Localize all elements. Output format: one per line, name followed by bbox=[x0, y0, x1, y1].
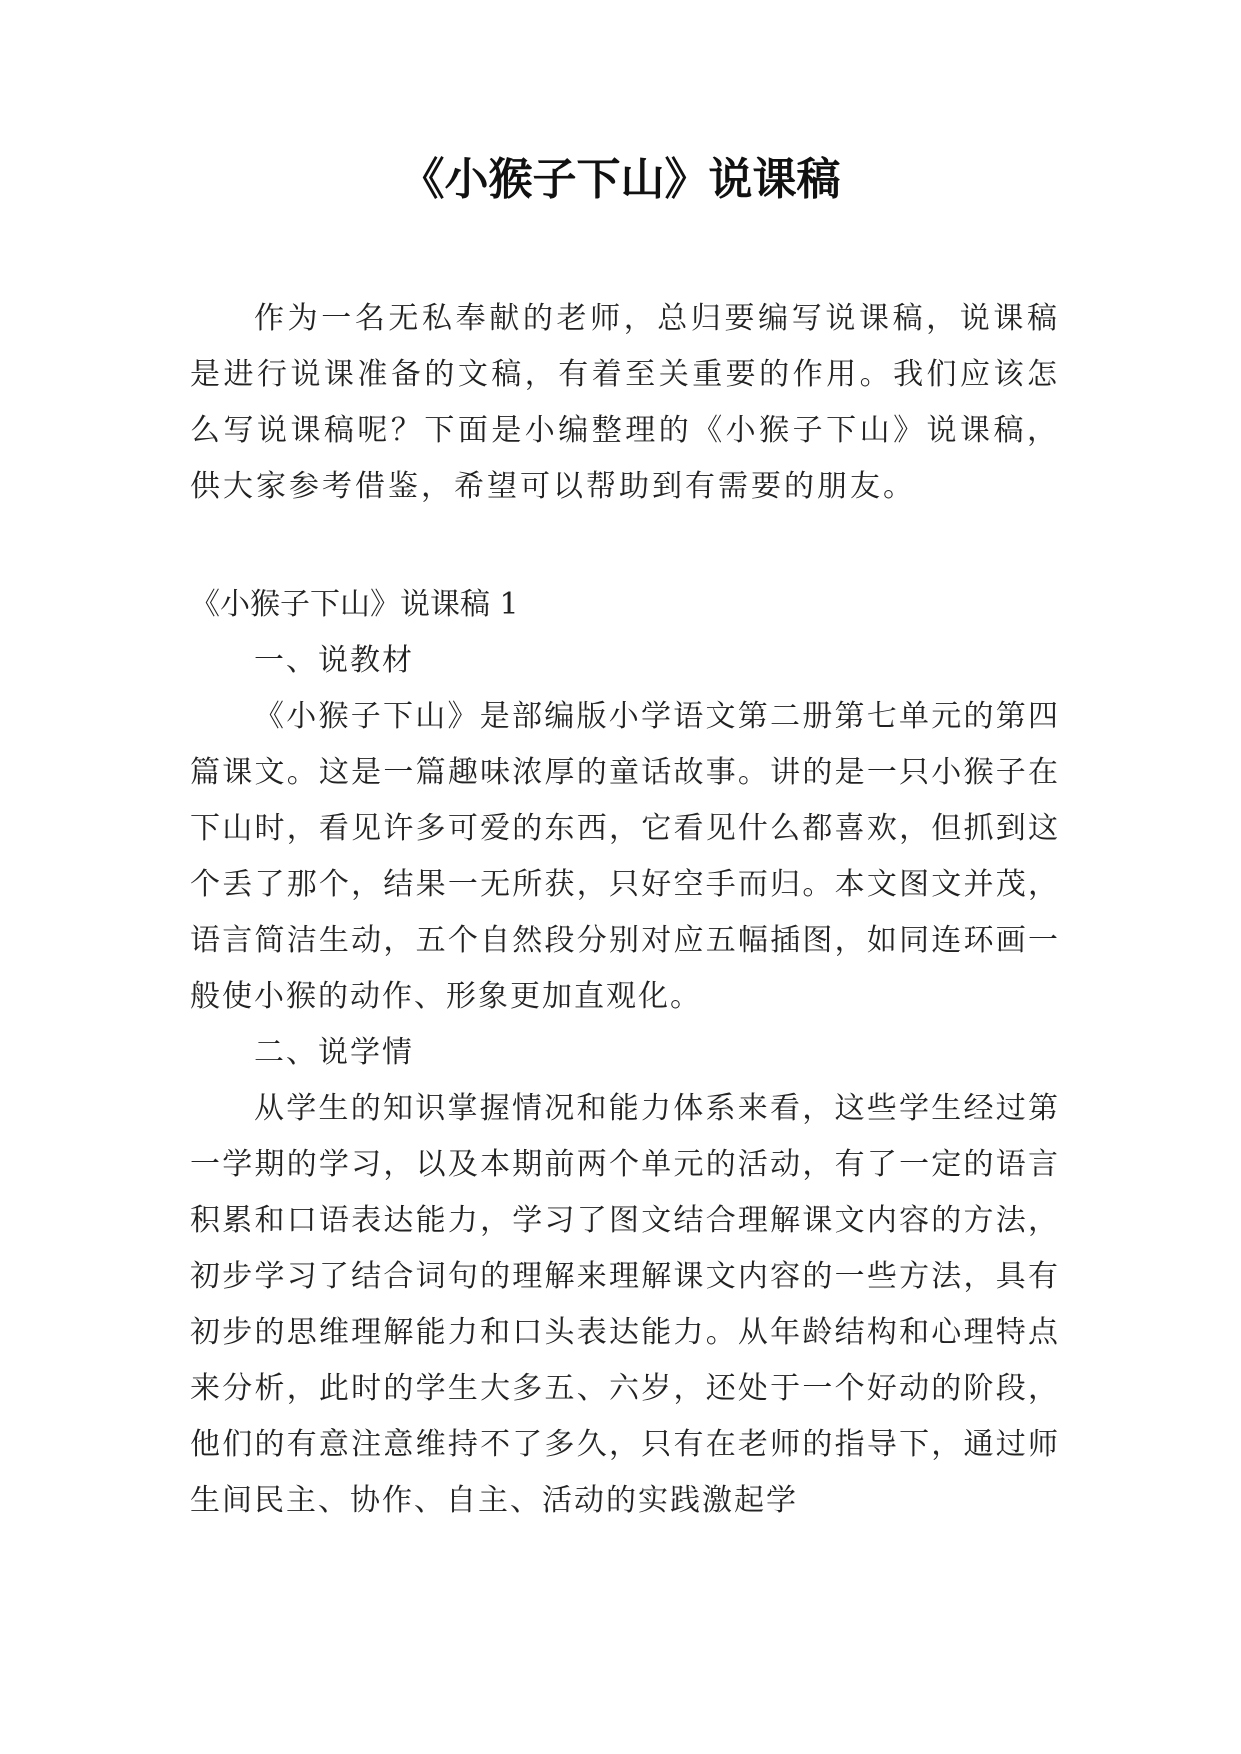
part2-paragraph: 从学生的知识掌握情况和能力体系来看，这些学生经过第一学期的学习，以及本期前两个单元的活动，有了一定的语言积累和口语表达能力，学习了图文结合理解课文内容的方法，初步学习了结合词句的理解来理解课文内容的一些方法，具有初步的思维理解能力和口头表达能力。从年龄结构和心理特点来分析，此时的学生大多五、六岁，还处于一个好动的阶段，他们的有意注意维持不了多久，只有在老师的指导下，通过师生间民主、协作、自主、活动的实践激起学 bbox=[190, 1091, 1060, 1518]
part2-heading: 二、说学情 bbox=[254, 1035, 414, 1070]
section-title: 《小猴子下山》说课稿 1 bbox=[190, 587, 519, 622]
document-body bbox=[190, 291, 1060, 1529]
spacer bbox=[190, 515, 1060, 577]
intro-paragraph: 作为一名无私奉献的老师，总归要编写说课稿，说课稿是进行说课准备的文稿，有着至关重要的作用。我们应该怎么写说课稿呢？下面是小编整理的《小猴子下山》说课稿，供大家参考借鉴，希望可以帮助到有需要的朋友。 bbox=[190, 301, 1060, 504]
part1-paragraph: 《小猴子下山》是部编版小学语文第二册第七单元的第四篇课文。这是一篇趣味浓厚的童话故事。讲的是一只小猴子在下山时，看见许多可爱的东西，它看见什么都喜欢，但抓到这个丢了那个，结果一无所获，只好空手而归。本文图文并茂，语言简洁生动，五个自然段分别对应五幅插图，如同连环画一般使小猴的动作、形象更加直观化。 bbox=[190, 699, 1060, 1014]
part1-heading: 一、说教材 bbox=[254, 643, 414, 678]
page-title: 《小猴子下山》说课稿 bbox=[400, 154, 841, 205]
